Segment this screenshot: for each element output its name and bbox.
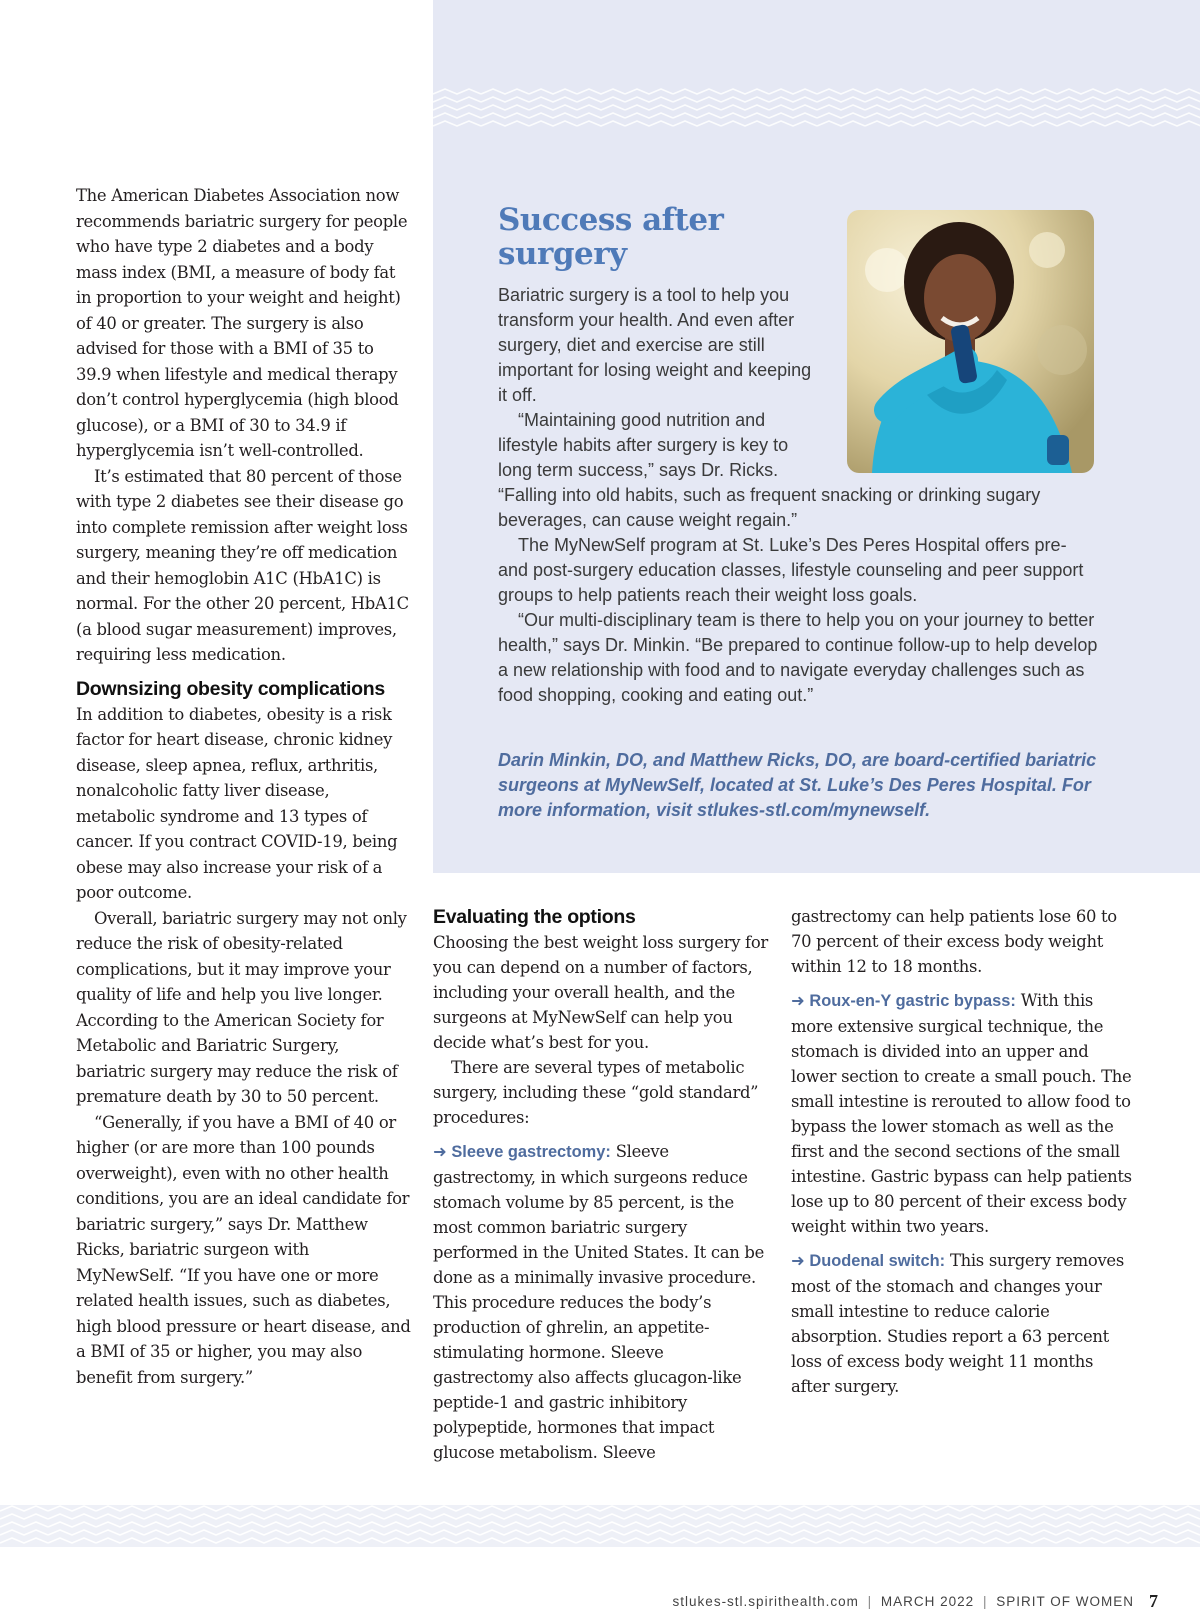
- sleeve-gastrectomy-label: Sleeve gastrectomy:: [451, 1143, 611, 1161]
- sidebar-title: Success after surgery: [498, 202, 724, 272]
- duodenal-switch-text: This surgery removes most of the stomach and changes your small intestine to reduce calorie absorption. Studies report a 63 percent loss of excess body weight 11 months after surgery.: [791, 1251, 1124, 1396]
- options-subhead: Evaluating the options: [433, 906, 636, 928]
- bottom-pattern-band: [0, 1505, 1200, 1547]
- footer-separator: |: [982, 1594, 988, 1609]
- roux-en-y-text: With this more extensive surgical technique, the stomach is divided into an upper and lower section to create a small pouch. The small intestine is rerouted to allow food to bypass the lower stomach as well as the first and the second sections of the small intestine. Gastric bypass can help patients lose up to 80 percent of their excess body weight within two years.: [791, 991, 1132, 1236]
- decorative-pattern-band: [433, 88, 1200, 130]
- left-column: [76, 183, 411, 1390]
- arrow-right-icon: ➜: [791, 991, 805, 1010]
- section-subhead: Downsizing obesity complications: [76, 677, 385, 700]
- options-paragraph-1: Choosing the best weight loss surgery for you can depend on a number of factors, including your overall health, and the surgeons at MyNewSelf can help you decide what’s best for you.: [433, 933, 768, 1052]
- roux-en-y-label: Roux-en-Y gastric bypass:: [809, 992, 1016, 1010]
- overall-paragraph: Overall, bariatric surgery may not only reduce the risk of obesity-related complications, but it may improve your quality of life and help you live longer. According to the American Society for Metabolic and Bariatric Surgery, bariatric surgery may reduce the risk of premature death by 30 to 50 percent.: [76, 908, 407, 1106]
- roux-en-y-item: [791, 988, 1136, 1239]
- footer-issue: MARCH 2022: [880, 1594, 975, 1609]
- sidebar-paragraph-2b: “Falling into old habits, such as frequent snacking or drinking sugary beverages, can cause weight regain.”: [498, 485, 1041, 530]
- sidebar-paragraph-2: “Maintaining good nutrition and lifestyle habits after surgery is key to long term success,” says Dr. Ricks.: [498, 410, 789, 480]
- sleeve-gastrectomy-item: [433, 1139, 768, 1465]
- duodenal-switch-item: [791, 1248, 1136, 1399]
- sidebar-paragraph-3: The MyNewSelf program at St. Luke’s Des Peres Hospital offers pre- and post-surgery education classes, lifestyle counseling and peer support groups to help patients reach their weight loss goals.: [498, 535, 1084, 605]
- sidebar-panel: [433, 0, 1200, 873]
- sleeve-gastrectomy-text: Sleeve gastrectomy, in which surgeons reduce stomach volume by 85 percent, is the most common bariatric surgery performed in the United States. It can be done as a minimally invasive procedure. This procedure reduces the body’s production of ghrelin, an appetite-stimulating hormone. Sleeve gastrectomy also affects glucagon-like peptide-1 and gastric inhibitory polypeptide, hormones that impact glucose metabolism. Sleeve: [433, 1142, 764, 1462]
- intro-paragraph: The American Diabetes Association now recommends bariatric surgery for people who have type 2 diabetes and a body mass index (BMI, a measure of body fat in proportion to your weight and height) of 40 or greater. The surgery is also advised for those with a BMI of 35 to 39.9 when lifestyle and medical therapy don’t control hyperglycemia (high blood glucose), or a BMI of 30 to 34.9 if hyperglycemia isn’t well-controlled.: [76, 186, 408, 460]
- author-credit: Darin Minkin, DO, and Matthew Ricks, DO, are board-certified bariatric surgeons at MyNewSelf, located at St. Luke’s Des Peres Hospital. For more information, visit stlukes-stl.com/mynewself.: [498, 750, 1097, 820]
- right-column: [791, 904, 1136, 1399]
- footer-separator: |: [867, 1594, 873, 1609]
- footer-url: stlukes-stl.spirithealth.com: [672, 1594, 859, 1609]
- sidebar-paragraph-1: Bariatric surgery is a tool to help you transform your health. And even after surgery, diet and exercise are still important for losing weight and keeping it off.: [498, 285, 812, 405]
- middle-column: [433, 904, 768, 1465]
- sidebar-body: [498, 283, 1098, 708]
- page-footer: [673, 1594, 1134, 1609]
- remission-paragraph: It’s estimated that 80 percent of those with type 2 diabetes see their disease go into complete remission after weight loss surgery, meaning they’re off medication and their hemoglobin A1C (HbA1C) is normal. For the other 20 percent, HbA1C (a blood sugar measurement) improves, requiring less medication.: [76, 466, 409, 664]
- risk-paragraph: In addition to diabetes, obesity is a risk factor for heart disease, chronic kidney disease, sleep apnea, reflux, arthritis, nonalcoholic fatty liver disease, metabolic syndrome and 13 types of cancer. If you contract COVID-19, being obese may also increase your risk of a poor outcome.: [76, 704, 398, 902]
- arrow-right-icon: ➜: [791, 1251, 805, 1270]
- quote-paragraph: “Generally, if you have a BMI of 40 or higher (or are more than 100 pounds overweight), even with no other health conditions, you are an ideal candidate for bariatric surgery,” says Dr. Matthew Ricks, bariatric surgeon with MyNewSelf. “If you have one or more related health issues, such as diabetes, high blood pressure or heart disease, and a BMI of 35 or higher, you may also benefit from surgery.”: [76, 1112, 411, 1387]
- page-number: 7: [1149, 1591, 1158, 1611]
- sleeve-gastrectomy-continued: gastrectomy can help patients lose 60 to 70 percent of their excess body weight within 12 to 18 months.: [791, 907, 1117, 976]
- options-paragraph-2: There are several types of metabolic surgery, including these “gold standard” procedures:: [433, 1058, 759, 1127]
- duodenal-switch-label: Duodenal switch:: [809, 1252, 946, 1270]
- footer-magazine: SPIRIT OF WOMEN: [996, 1594, 1134, 1609]
- sidebar-paragraph-4: “Our multi-disciplinary team is there to help you on your journey to better health,” says Dr. Minkin. “Be prepared to continue follow-up to help develop a new relationship with food and to navigate everyday challenges such as food shopping, cooking and eating out.”: [498, 610, 1098, 705]
- arrow-right-icon: ➜: [433, 1142, 447, 1161]
